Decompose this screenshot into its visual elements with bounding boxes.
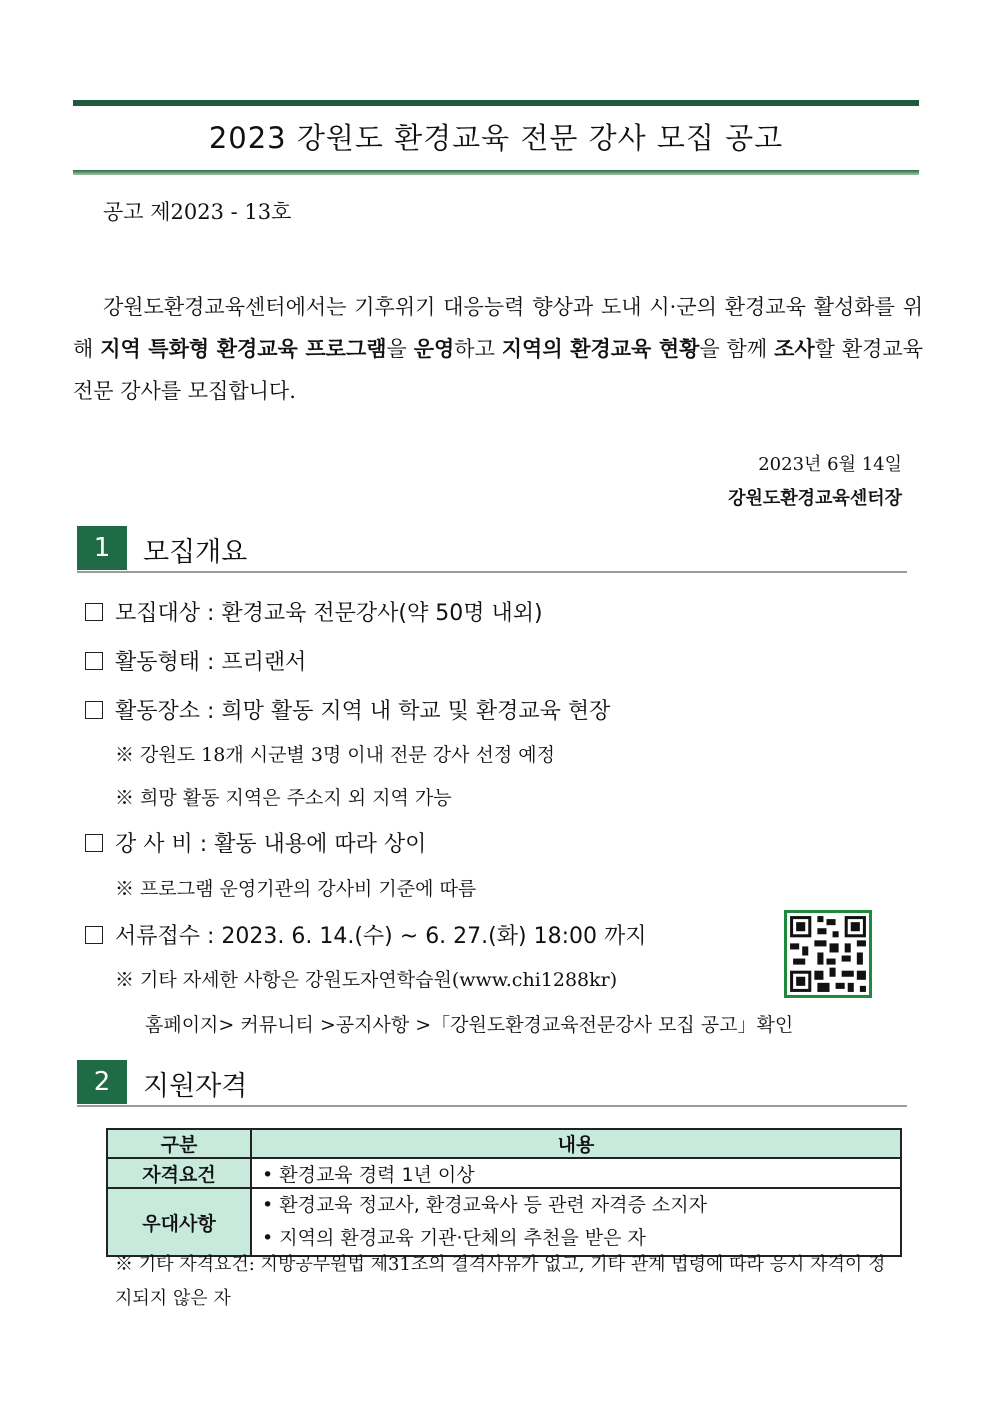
activity-type-item: 활동형태 : 프리랜서 <box>85 645 306 676</box>
title-bottom-rule <box>73 170 919 175</box>
section-title: 모집개요 <box>143 537 248 568</box>
checkbox-icon <box>85 603 103 621</box>
qualification-table <box>106 1128 902 1257</box>
section-divider <box>77 571 907 573</box>
apply-note-1: ※ 기타 자세한 사항은 강원도자연학습원(www.chi1288kr) <box>115 969 618 991</box>
apply-note-2: 홈페이지> 커뮤니티 >공지사항 >「강원도환경교육전문강사 모집 공고」확인 <box>145 1014 794 1036</box>
checkbox-icon <box>85 701 103 719</box>
intro-paragraph: 강원도환경교육센터에서는 기후위기 대응능력 향상과 도내 시·군의 환경교육 활성화를 위해 지역 특화형 환경교육 프로그램을 운영하고 지역의 환경교육 현황을 함께 조사할 환경교육 전문 강사를 모집합니다. <box>73 295 924 403</box>
page-title: 2023 강원도 환경교육 전문 강사 모집 공고 <box>208 121 784 155</box>
list-item: • 지역의 환경교육 기관·단체의 추천을 받은 자 <box>262 1227 646 1249</box>
checkbox-icon <box>85 652 103 670</box>
table-content-cell <box>251 1188 901 1256</box>
application-period-item: 서류접수 : 2023. 6. 14.(수) ~ 6. 27.(화) 18:00 까지 <box>85 919 646 950</box>
list-item: • 환경교육 정교사, 환경교육사 등 관련 자격증 소지자 <box>262 1194 707 1216</box>
section-number: 1 <box>77 526 127 570</box>
table-header-category: 구분 <box>107 1129 251 1158</box>
table-category-cell: 우대사항 <box>107 1188 251 1256</box>
section-number: 2 <box>77 1060 127 1104</box>
issuer-name: 강원도환경교육센터장 <box>728 488 902 509</box>
fee-note: ※ 프로그램 운영기관의 강사비 기준에 따름 <box>115 878 477 900</box>
checkbox-icon <box>85 834 103 852</box>
table-header-row <box>107 1129 901 1158</box>
section-divider <box>77 1105 907 1107</box>
table-category-cell: 자격요건 <box>107 1158 251 1188</box>
table-row <box>107 1158 901 1188</box>
notice-date: 2023년 6월 14일 <box>758 454 902 475</box>
place-note-2: ※ 희망 활동 지역은 주소지 외 지역 가능 <box>115 787 452 809</box>
table-row <box>107 1188 901 1256</box>
place-note-1: ※ 강원도 18개 시군별 3명 이내 전문 강사 선정 예정 <box>115 744 555 766</box>
lecture-fee-item: 강 사 비 : 활동 내용에 따라 상이 <box>85 827 426 858</box>
recruit-target-item: 모집대상 : 환경교육 전문강사(약 50명 내외) <box>85 596 543 627</box>
section-title: 지원자격 <box>143 1071 248 1102</box>
checkbox-icon <box>85 926 103 944</box>
notice-number: 공고 제2023 - 13호 <box>103 200 292 224</box>
activity-place-item: 활동장소 : 희망 활동 지역 내 학교 및 환경교육 현장 <box>85 694 610 725</box>
table-header-content: 내용 <box>251 1129 901 1158</box>
qr-code-icon[interactable] <box>784 910 872 998</box>
qualification-footnote: ※ 기타 자격요건: 지방공무원법 제31조의 결격사유가 없고, 기타 관계 법령에 따라 응시 자격이 정지되지 않은 자 <box>115 1254 886 1309</box>
table-content-cell: • 환경교육 경력 1년 이상 <box>251 1158 901 1188</box>
title-top-rule <box>73 100 919 106</box>
